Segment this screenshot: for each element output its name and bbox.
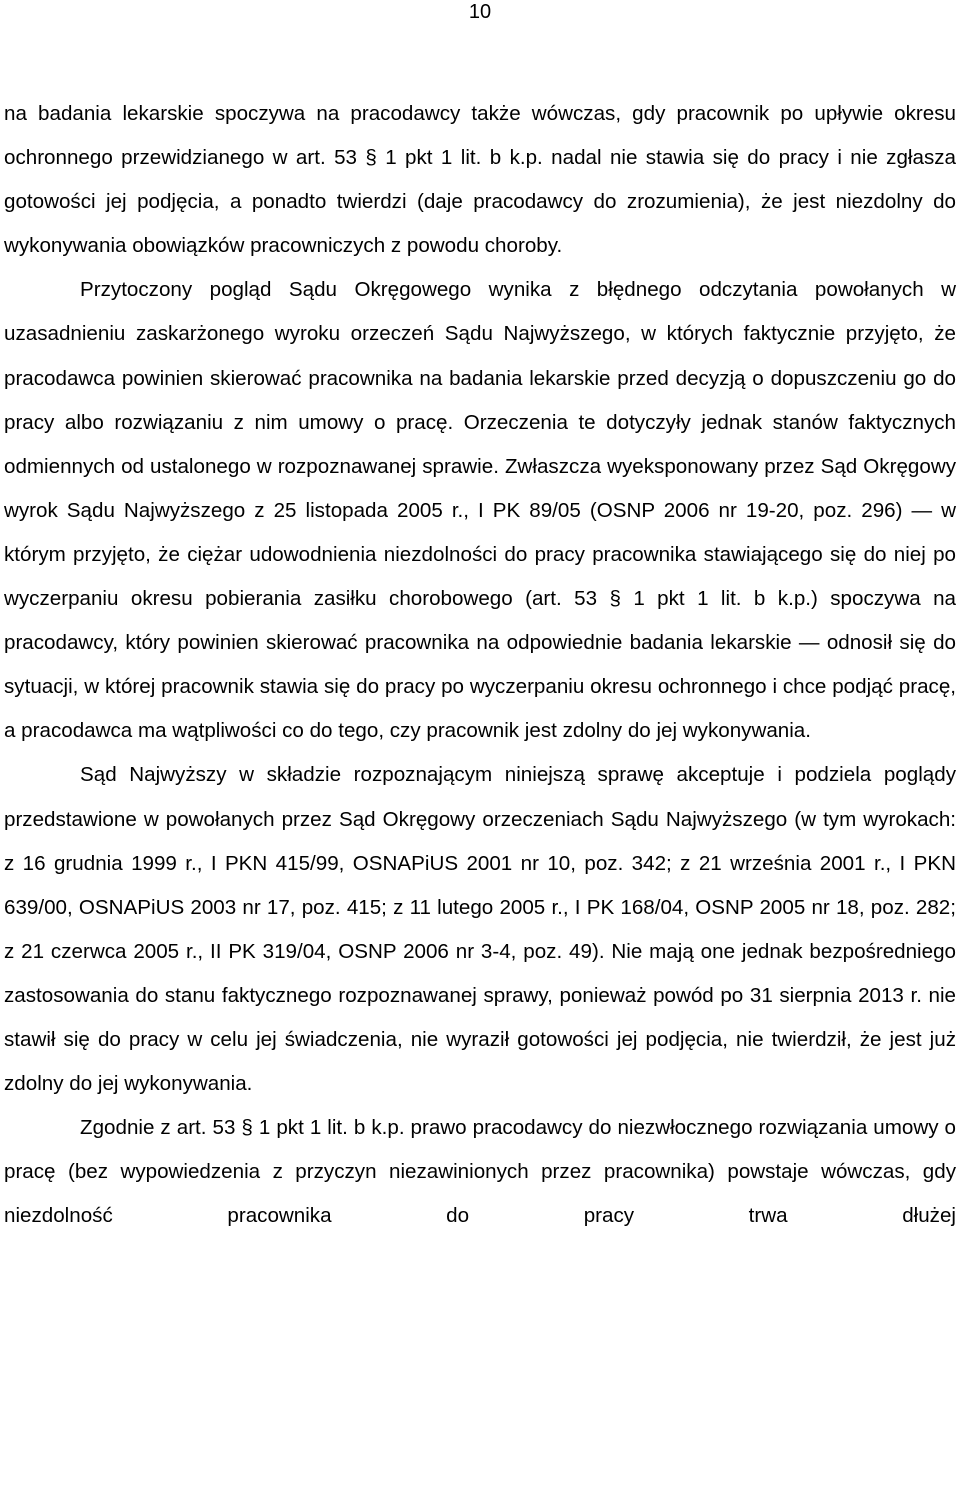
paragraph-4: Zgodnie z art. 53 § 1 pkt 1 lit. b k.p. prawo pracodawcy do niezwłocznego rozwiązania umowy o pracę (bez wypowiedzenia z przyczyn niezawinionych przez pracownika) powstaje wówczas, gdy niezdolność pracownika do pracy trwa dłużej [4, 1116, 956, 1228]
paragraph-3: Sąd Najwyższy w składzie rozpoznającym niniejszą sprawę akceptuje i podziela poglądy przedstawione w powołanych przez Sąd Okręgowy orzeczeniach Sądu Najwyższego (w tym wyrokach: z 16 grudnia 1999 r., I PKN 415/99, OSNAPiUS 2001 nr 10, poz. 342; z 21 września 2001 r., I PKN 639/00, OSNAPiUS 2003 nr 17, poz. 415; z 11 lutego 2005 r., I PK 168/04, OSNP 2005 nr 18, poz. 282; z 21 czerwca 2005 r., II PK 319/04, OSNP 2006 nr 3-4, poz. 49). Nie mają one jednak bezpośredniego zastosowania do stanu faktycznego rozpoznawanej sprawy, ponieważ powód po 31 sierpnia 2013 r. nie stawił się do pracy w celu jej świadczenia, nie wyraził gotowości jej podjęcia, nie twierdził, że jest już zdolny do jej wykonywania. [4, 763, 956, 1096]
paragraph-1: na badania lekarskie spoczywa na pracodawcy także wówczas, gdy pracownik po upływie okresu ochronnego przewidzianego w art. 53 § 1 pkt 1 lit. b k.p. nadal nie stawia się do pracy i nie zgłasza gotowości jej podjęcia, a ponadto twierdzi (daje pracodawcy do zrozumienia), że jest niezdolny do wykonywania obowiązków pracowniczych z powodu choroby. [4, 102, 956, 258]
document-body [4, 92, 956, 1238]
page-number: 10 [468, 1, 492, 23]
paragraph-2: Przytoczony pogląd Sądu Okręgowego wynika z błędnego odczytania powołanych w uzasadnieniu zaskarżonego wyroku orzeczeń Sądu Najwyższego, w których faktycznie przyjęto, że pracodawca powinien skierować pracownika na badania lekarskie przed decyzją o dopuszczeniu go do pracy albo rozwiązaniu z nim umowy o pracę. Orzeczenia te dotyczyły jednak stanów faktycznych odmiennych od ustalonego w rozpoznawanej sprawie. Zwłaszcza wyeksponowany przez Sąd Okręgowy wyrok Sądu Najwyższego z 25 listopada 2005 r., I PK 89/05 (OSNP 2006 nr 19-20, poz. 296) — w którym przyjęto, że ciężar udowodnienia niezdolności do pracy pracownika stawiającego się do niej po wyczerpaniu okresu pobierania zasiłku chorobowego (art. 53 § 1 pkt 1 lit. b k.p.) spoczywa na pracodawcy, który powinien skierować pracownika na odpowiednie badania lekarskie — odnosił się do sytuacji, w której pracownik stawia się do pracy po wyczerpaniu okresu ochronnego i chce podjąć pracę, a pracodawca ma wątpliwości co do tego, czy pracownik jest zdolny do jej wykonywania. [4, 278, 956, 743]
